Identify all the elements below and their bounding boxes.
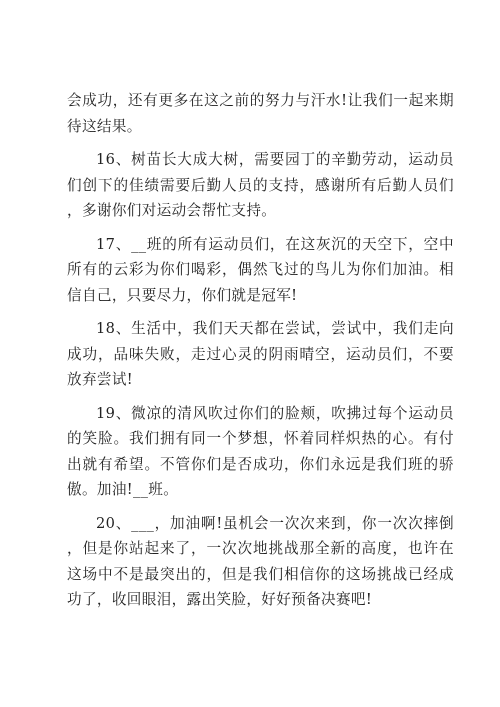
paragraph-17: 17、__班的所有运动员们，在这灰沉的天空下，空中所有的云彩为你们喝彩，偶然飞过的鸟儿为你们加油。相信自己，只要尽力，你们就是冠军! <box>67 235 454 304</box>
paragraph-19: 19、微凉的清风吹过你们的脸颊，吹拂过每个运动员的笑脸。我们拥有同一个梦想，怀着同样炽热的心。有付出就有希望。不管你们是否成功，你们永远是我们班的骄傲。加油!__班。 <box>67 404 454 498</box>
paragraph-continuation: 会成功，还有更多在这之前的努力与汗水!让我们一起来期待这结果。 <box>67 92 454 135</box>
paragraph-18: 18、生活中，我们天天都在尝试，尝试中，我们走向成功，品味失败，走过心灵的阴雨晴空，运动员们，不要放弃尝试! <box>67 320 454 388</box>
paragraph-20: 20、___，加油啊!虽机会一次次来到，你一次次摔倒，但是你站起来了，一次次地挑战那全新的高度，也许在这场中不是最突出的，但是我们相信你的这场挑战已经成功了，收回眼泪，露出笑脸，好好预备决赛吧! <box>67 514 454 608</box>
paragraph-16: 16、树苗长大成大树，需要园丁的辛勤劳动，运动员们创下的佳绩需要后勤人员的支持，感谢所有后勤人员们，多谢你们对运动会帮忙支持。 <box>67 151 454 219</box>
